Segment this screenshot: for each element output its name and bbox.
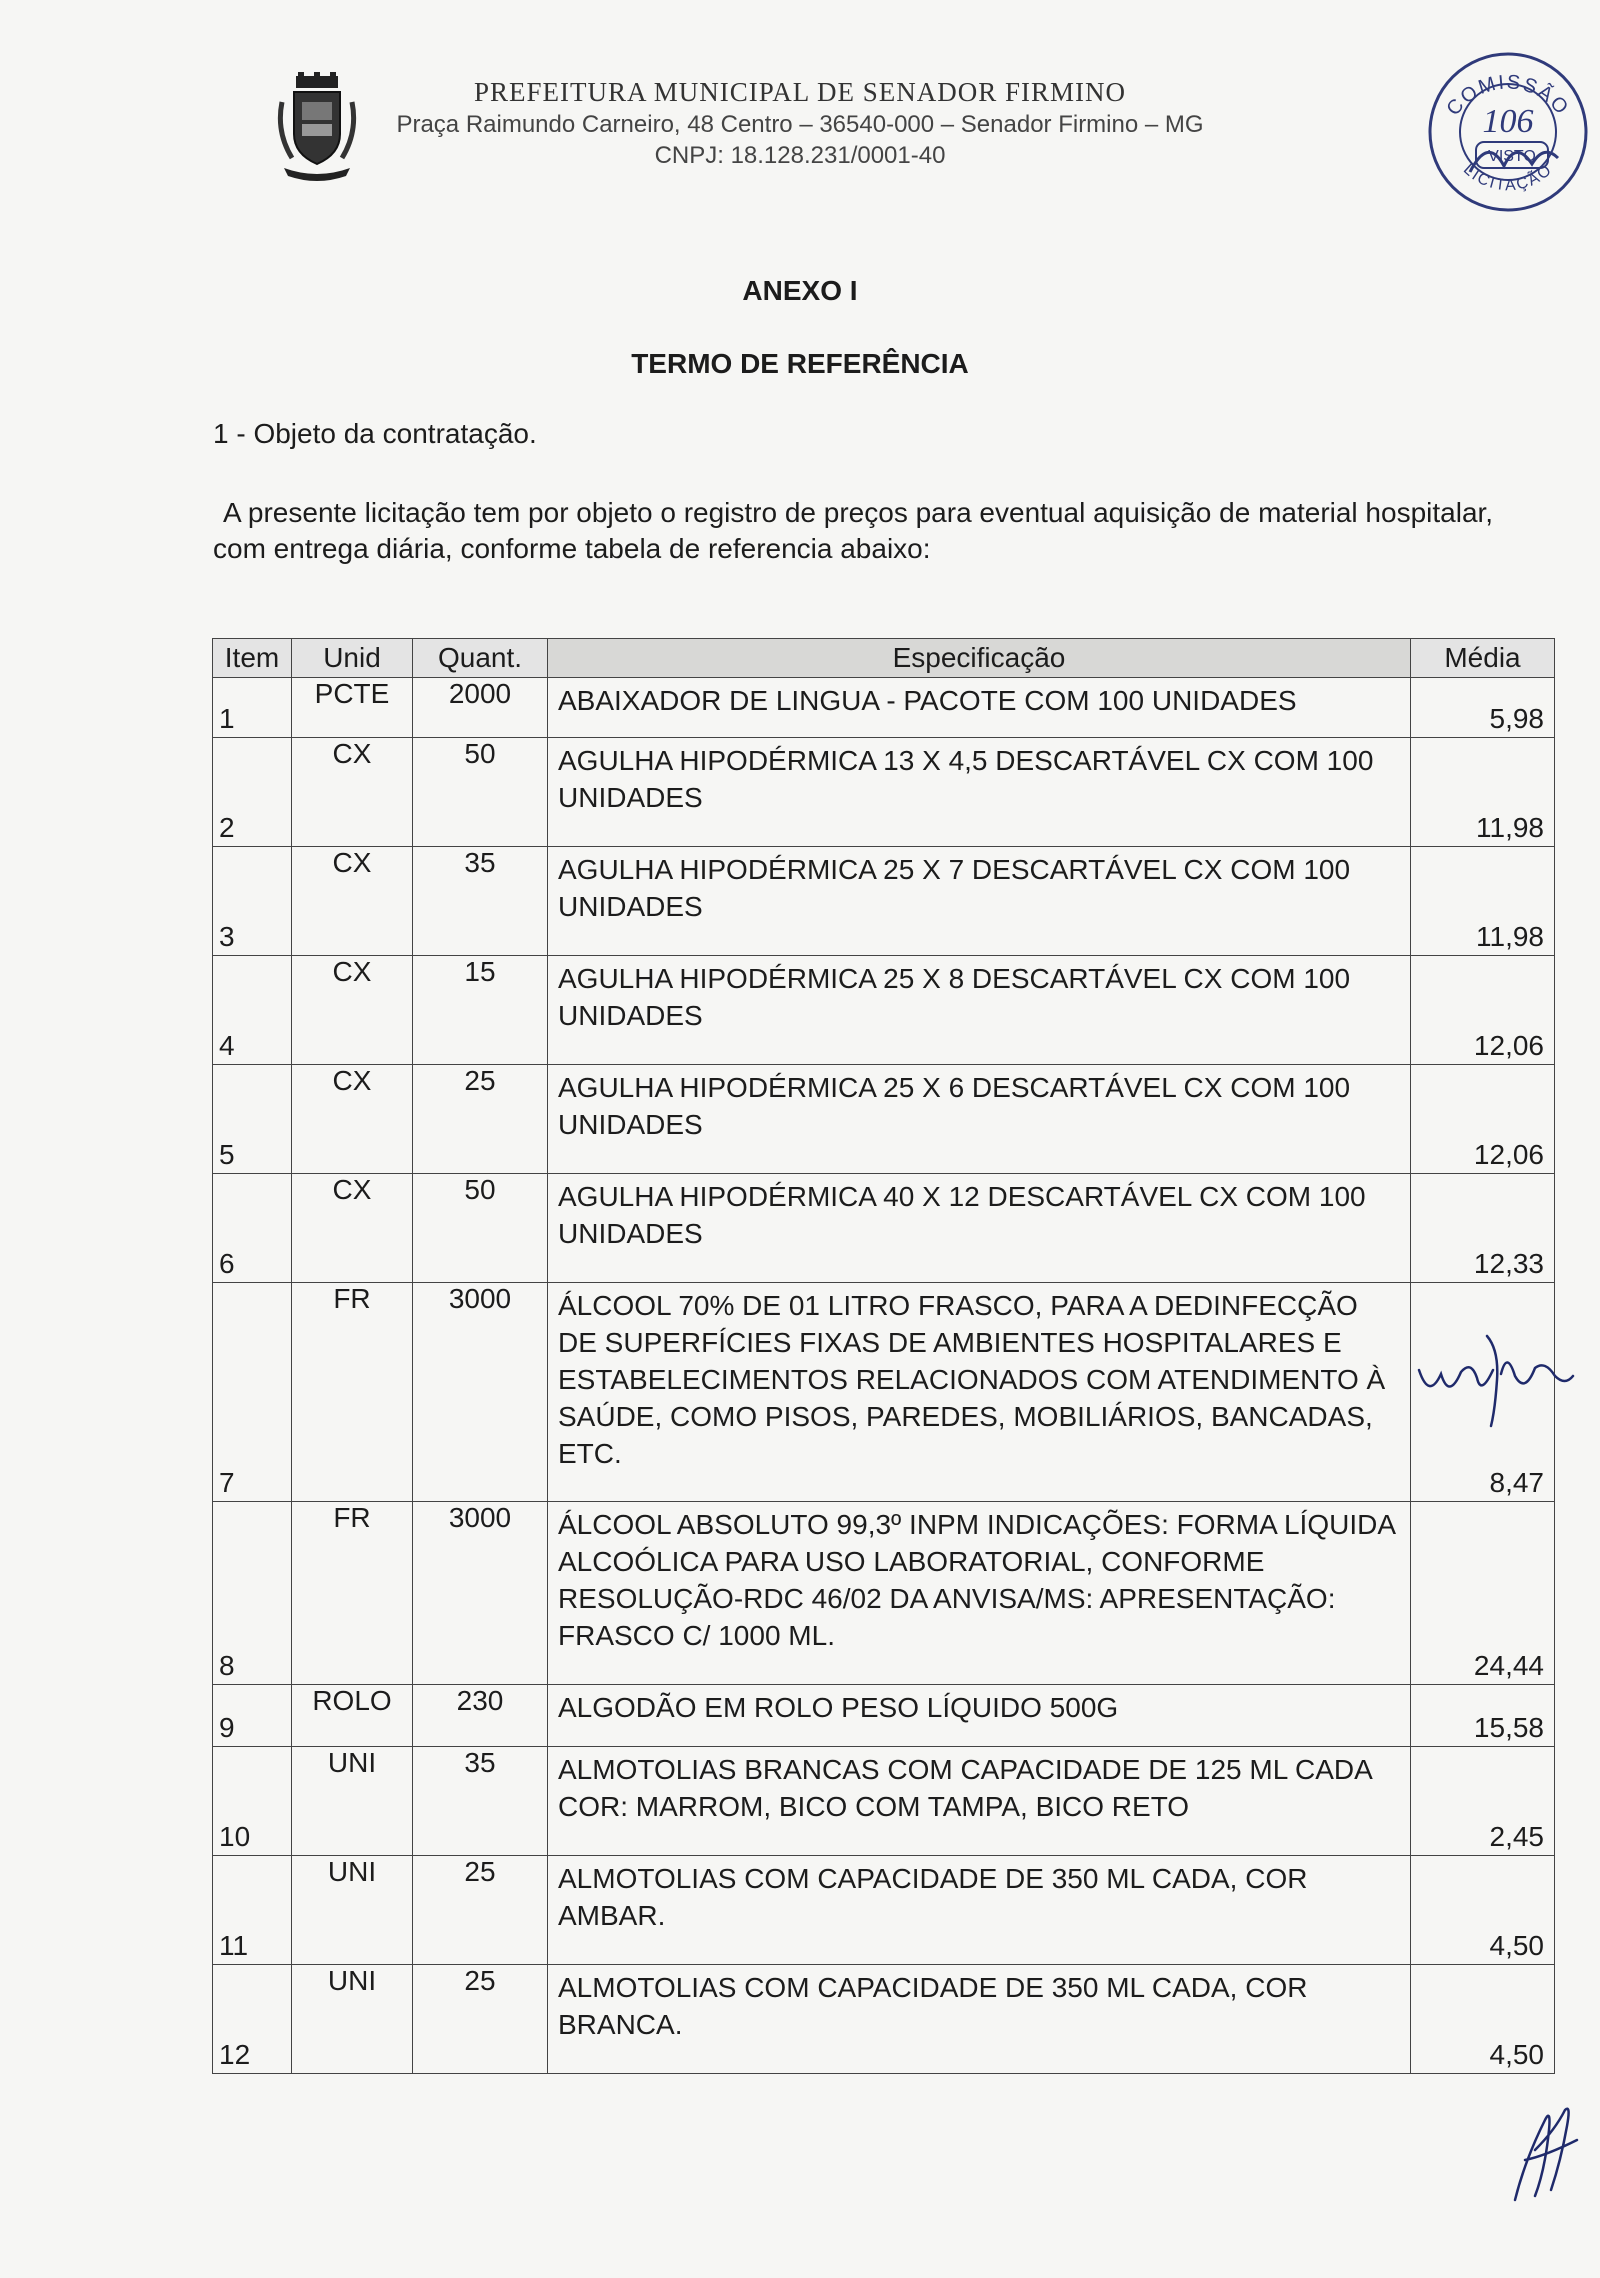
unid-cell [292, 738, 413, 847]
item-cell [213, 847, 292, 956]
media-cell-text: 8,47 [1489, 1467, 1544, 1498]
quant-cell [413, 1502, 548, 1685]
quant-cell-text: 2000 [448, 678, 512, 709]
media-cell-text: 12,06 [1473, 1030, 1544, 1061]
quant-cell-text: 15 [464, 956, 496, 987]
item-cell-text: 6 [219, 1248, 235, 1279]
header-address: Praça Raimundo Carneiro, 48 Centro – 36540-000 – Senador Firmino – MG [396, 111, 1204, 138]
media-cell [1411, 847, 1555, 956]
spec-cell-text: ÁLCOOL ABSOLUTO 99,3º INPM INDICAÇÕES: FORMA LÍQUIDA ALCOÓLICA PARA USO LABORATORIAL, CONFORME RESOLUÇÃO-RDC 46/02 DA ANVISA/MS: APRESENTAÇÃO: FRASCO C/ 1000 ML. [558, 1509, 1395, 1651]
quant-cell [413, 1747, 548, 1856]
table-row [213, 1283, 1555, 1502]
spec-cell-text: ABAIXADOR DE LINGUA - PACOTE COM 100 UNIDADES [558, 685, 1297, 716]
quant-cell-text: 25 [464, 1965, 496, 1996]
spec-cell-text: AGULHA HIPODÉRMICA 25 X 6 DESCARTÁVEL CX COM 100 UNIDADES [558, 1072, 1351, 1140]
media-cell [1411, 1502, 1555, 1685]
spec-cell-text: AGULHA HIPODÉRMICA 13 X 4,5 DESCARTÁVEL CX COM 100 UNIDADES [558, 745, 1374, 813]
table-row [213, 1747, 1555, 1856]
table-row [213, 1174, 1555, 1283]
unid-cell-text: UNI [327, 1856, 377, 1887]
unid-cell-text: CX [332, 1065, 372, 1096]
media-cell-text: 24,44 [1473, 1650, 1544, 1681]
unid-cell [292, 1856, 413, 1965]
item-cell-text: 9 [219, 1712, 235, 1743]
media-cell [1411, 1965, 1555, 2074]
spec-cell [548, 1174, 1411, 1283]
media-cell-text: 11,98 [1476, 921, 1544, 952]
stamp-number: 106 [1482, 103, 1534, 140]
handwritten-signature [1505, 2100, 1585, 2210]
media-cell-text: 4,50 [1489, 1930, 1544, 1961]
item-cell-text: 2 [219, 812, 235, 843]
unid-cell-text: FR [333, 1283, 371, 1314]
unid-cell-text: CX [332, 1174, 372, 1205]
stamp-mark: VISTO [1488, 148, 1536, 165]
unid-cell [292, 1065, 413, 1174]
stamp-top-text: COMISSÃO [1442, 71, 1574, 121]
quant-cell [413, 1065, 548, 1174]
spec-cell-text: ALMOTOLIAS BRANCAS COM CAPACIDADE DE 125 ML CADA COR: MARROM, BICO COM TAMPA, BICO RETO [558, 1754, 1372, 1822]
spec-cell [548, 678, 1411, 738]
media-cell-text: 12,06 [1473, 1139, 1544, 1170]
media-cell [1411, 1065, 1555, 1174]
unid-cell-text: PCTE [314, 678, 390, 709]
spec-cell-text: ALMOTOLIAS COM CAPACIDADE DE 350 ML CADA, COR AMBAR. [558, 1863, 1308, 1931]
unid-cell [292, 1283, 413, 1502]
unid-cell-text: CX [332, 738, 372, 769]
quant-cell-text: 35 [464, 847, 496, 878]
quant-cell-text: 35 [464, 1747, 496, 1778]
quant-cell [413, 847, 548, 956]
header-media: Média [1411, 639, 1555, 678]
spec-cell [548, 1685, 1411, 1747]
media-cell [1411, 956, 1555, 1065]
spec-cell [548, 738, 1411, 847]
commission-stamp [1418, 40, 1598, 215]
item-cell-text: 11 [219, 1930, 249, 1961]
table-row [213, 956, 1555, 1065]
media-cell-text: 2,45 [1489, 1821, 1544, 1852]
quant-cell [413, 678, 548, 738]
quant-cell-text: 50 [464, 1174, 496, 1205]
spec-cell [548, 847, 1411, 956]
table-row [213, 1065, 1555, 1174]
quant-cell [413, 1283, 548, 1502]
handwritten-initials [1415, 1330, 1575, 1430]
item-cell [213, 1065, 292, 1174]
unid-cell-text: UNI [327, 1747, 377, 1778]
item-cell [213, 1174, 292, 1283]
spec-cell-text: AGULHA HIPODÉRMICA 25 X 7 DESCARTÁVEL CX COM 100 UNIDADES [558, 854, 1351, 922]
spec-cell-text: ALGODÃO EM ROLO PESO LÍQUIDO 500G [558, 1692, 1119, 1723]
media-cell [1411, 1856, 1555, 1965]
unid-cell-text: FR [333, 1502, 371, 1533]
unid-cell [292, 1965, 413, 2074]
item-cell-text: 8 [219, 1650, 235, 1681]
item-cell [213, 1283, 292, 1502]
quant-cell-text: 3000 [448, 1283, 512, 1314]
item-cell [213, 738, 292, 847]
unid-cell [292, 678, 413, 738]
spec-cell [548, 1856, 1411, 1965]
quant-cell [413, 956, 548, 1065]
header-unid: Unid [292, 639, 413, 678]
table-row [213, 1856, 1555, 1965]
quant-cell [413, 738, 548, 847]
unid-cell-text: CX [332, 847, 372, 878]
spec-cell-text: AGULHA HIPODÉRMICA 25 X 8 DESCARTÁVEL CX COM 100 UNIDADES [558, 963, 1351, 1031]
table-row [213, 1965, 1555, 2074]
unid-cell [292, 956, 413, 1065]
header-cnpj: CNPJ: 18.128.231/0001-40 [654, 142, 946, 169]
header-spec: Especificação [548, 639, 1411, 678]
item-cell [213, 1747, 292, 1856]
header-item: Item [213, 639, 292, 678]
quant-cell [413, 1174, 548, 1283]
media-cell [1411, 738, 1555, 847]
annex-title: ANEXO I [742, 275, 858, 306]
quant-cell-text: 25 [464, 1856, 496, 1887]
unid-cell-text: ROLO [312, 1685, 392, 1716]
item-cell [213, 1502, 292, 1685]
item-cell [213, 1685, 292, 1747]
quant-cell-text: 25 [464, 1065, 496, 1096]
spec-cell [548, 1965, 1411, 2074]
section-heading: 1 - Objeto da contratação. [213, 418, 537, 449]
table-row [213, 1502, 1555, 1685]
intro-paragraph [213, 495, 1553, 567]
table-row [213, 738, 1555, 847]
table-header-row [213, 639, 1555, 678]
item-cell-text: 3 [219, 921, 235, 952]
item-cell [213, 1856, 292, 1965]
table-row [213, 847, 1555, 956]
item-cell-text: 7 [219, 1467, 235, 1498]
spec-cell [548, 1502, 1411, 1685]
spec-cell-text: AGULHA HIPODÉRMICA 40 X 12 DESCARTÁVEL CX COM 100 UNIDADES [558, 1181, 1366, 1249]
media-cell [1411, 1685, 1555, 1747]
reference-table [212, 638, 1555, 2074]
spec-cell [548, 1747, 1411, 1856]
item-cell [213, 678, 292, 738]
unid-cell [292, 1502, 413, 1685]
quant-cell-text: 50 [464, 738, 496, 769]
quant-cell [413, 1685, 548, 1747]
spec-cell-text: ALMOTOLIAS COM CAPACIDADE DE 350 ML CADA, COR BRANCA. [558, 1972, 1308, 2040]
quant-cell-text: 3000 [448, 1502, 512, 1533]
media-cell-text: 4,50 [1489, 2039, 1544, 2070]
media-cell [1411, 1174, 1555, 1283]
unid-cell-text: CX [332, 956, 372, 987]
item-cell-text: 10 [219, 1821, 251, 1852]
unid-cell-text: UNI [327, 1965, 377, 1996]
item-cell-text: 12 [219, 2039, 251, 2070]
quant-cell [413, 1965, 548, 2074]
media-cell-text: 5,98 [1489, 703, 1544, 734]
media-cell-text: 15,58 [1473, 1712, 1544, 1743]
spec-cell-text: ÁLCOOL 70% DE 01 LITRO FRASCO, PARA A DEDINFECÇÃO DE SUPERFÍCIES FIXAS DE AMBIENTES HOSPITALARES E ESTABELECIMENTOS RELACIONADOS COM ATENDIMENTO À SAÚDE, COMO PISOS, PAREDES, MOBILIÁRIOS, BANCADAS, ETC. [558, 1290, 1386, 1469]
item-cell [213, 1965, 292, 2074]
table-row [213, 678, 1555, 738]
intro-paragraph-text: A presente licitação tem por objeto o registro de preços para eventual aquisição de material hospitalar, com entrega diária, conforme tabela de referencia abaixo: [213, 497, 1494, 564]
header-quant: Quant. [413, 639, 548, 678]
media-cell [1411, 1747, 1555, 1856]
media-cell-text: 12,33 [1473, 1248, 1544, 1279]
spec-cell [548, 1283, 1411, 1502]
item-cell [213, 956, 292, 1065]
quant-cell [413, 1856, 548, 1965]
spec-cell [548, 956, 1411, 1065]
stamp-bottom-text: LICITAÇÃO [1459, 160, 1557, 195]
item-cell-text: 5 [219, 1139, 235, 1170]
media-cell [1411, 678, 1555, 738]
doc-title: TERMO DE REFERÊNCIA [631, 348, 969, 379]
unid-cell [292, 1685, 413, 1747]
quant-cell-text: 230 [456, 1685, 504, 1716]
media-cell-text: 11,98 [1476, 812, 1544, 843]
header-title: PREFEITURA MUNICIPAL DE SENADOR FIRMINO [473, 77, 1127, 107]
unid-cell [292, 847, 413, 956]
item-cell-text: 1 [219, 703, 235, 734]
table-row [213, 1685, 1555, 1747]
unid-cell [292, 1174, 413, 1283]
unid-cell [292, 1747, 413, 1856]
spec-cell [548, 1065, 1411, 1174]
item-cell-text: 4 [219, 1030, 235, 1061]
